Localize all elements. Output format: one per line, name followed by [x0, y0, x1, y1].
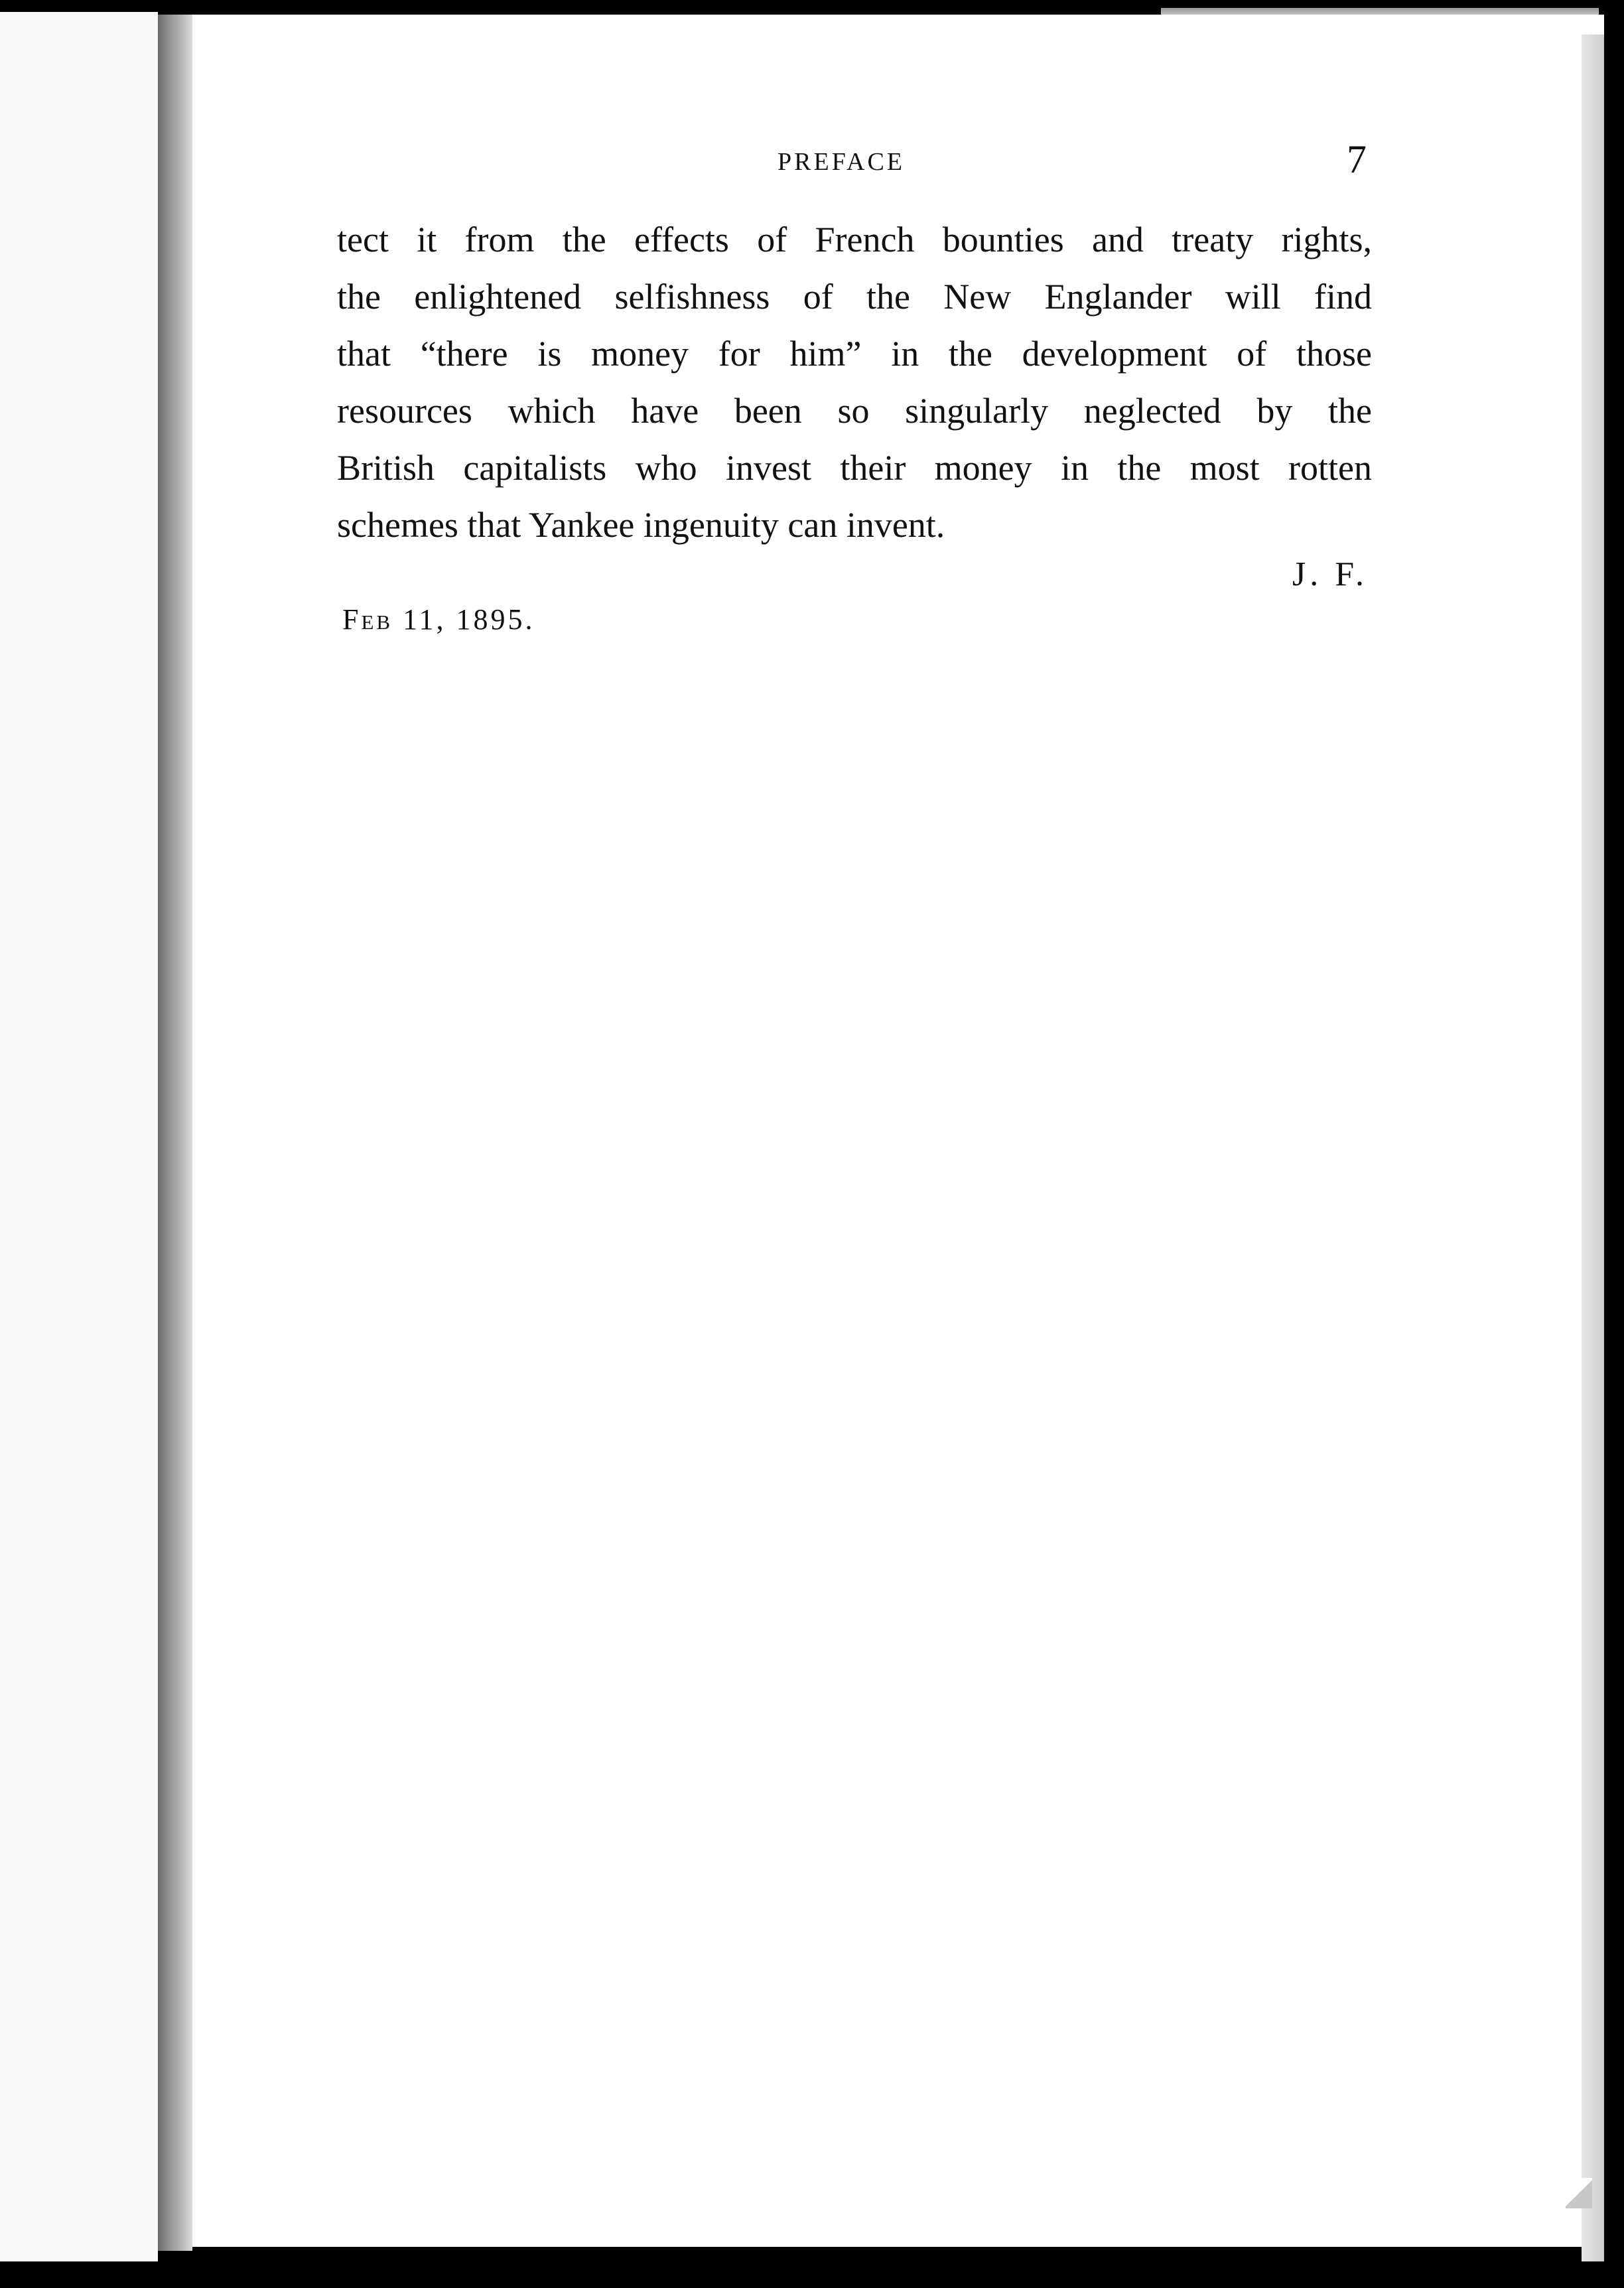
body-line: British capitalists who invest their money in the most rotten: [337, 448, 1372, 488]
body-line: that “there is money for him” in the development of those: [337, 334, 1372, 374]
left-page-edge: [0, 12, 158, 2261]
author-signature: J. F.: [1292, 555, 1368, 593]
body-line: the enlightened selfishness of the New Englander will find: [337, 277, 1372, 317]
page-right-edge: [1582, 35, 1604, 2261]
body-paragraph: [337, 211, 1372, 553]
page-corner: [1566, 2178, 1592, 2208]
book-spine-shadow: [158, 15, 192, 2251]
running-head: PREFACE: [778, 148, 906, 176]
page-number: 7: [1347, 137, 1367, 181]
preface-date: [342, 603, 535, 636]
preface-date-text: Feb 11, 1895.: [342, 603, 535, 636]
body-line: tect it from the effects of French bounties and treaty rights,: [337, 220, 1372, 259]
body-line: resources which have been so singularly neglected by the: [337, 391, 1372, 431]
body-line: schemes that Yankee ingenuity can invent.: [337, 505, 945, 545]
